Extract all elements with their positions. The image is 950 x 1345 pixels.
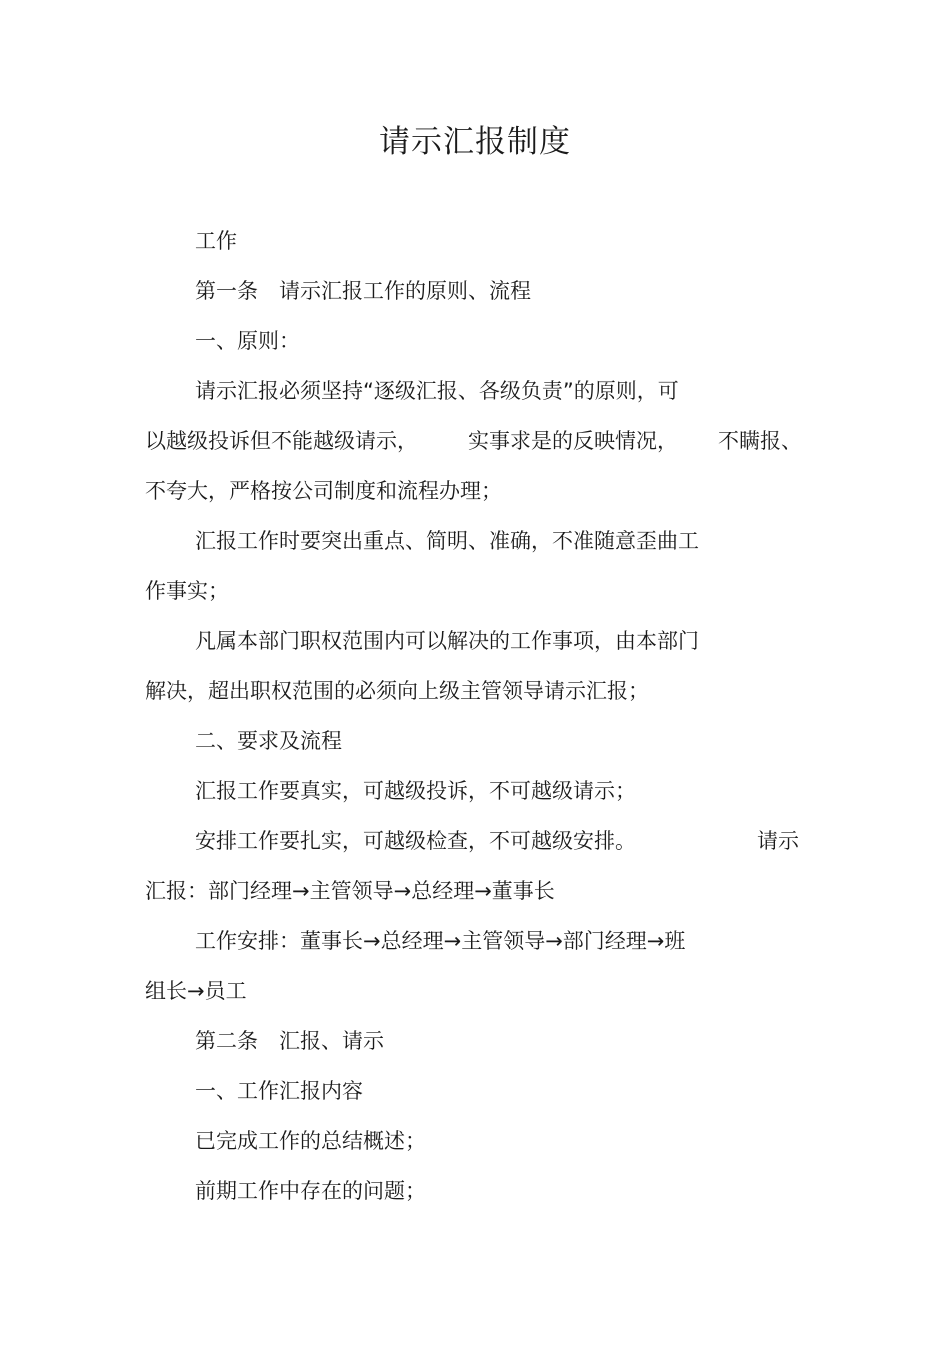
document-title: 请示汇报制度	[379, 124, 571, 160]
paragraph-line: 汇报工作时要突出重点、简明、准确，不准随意歪曲工	[195, 529, 699, 553]
requirements-heading: 二、要求及流程	[195, 729, 342, 753]
principles-heading: 一、原则：	[195, 329, 300, 353]
article-1-heading: 第一条 请示汇报工作的原则、流程	[195, 279, 531, 303]
list-item: 已完成工作的总结概述；	[195, 1129, 426, 1153]
paragraph-line: 以越级投诉但不能越级请示，	[145, 429, 418, 453]
assignment-flow-continuation: 组长→员工	[145, 979, 247, 1003]
report-flow-line: 汇报：部门经理→主管领导→总经理→董事长	[145, 879, 555, 903]
paragraph-line: 作事实；	[145, 579, 229, 603]
paragraph-line: 安排工作要扎实，可越级检查，不可越级安排。	[195, 829, 636, 853]
paragraph-line: 解决，超出职权范围的必须向上级主管领导请示汇报；	[145, 679, 649, 703]
article-2-heading: 第二条 汇报、请示	[195, 1029, 384, 1053]
paragraph-fragment: 请示	[757, 829, 799, 853]
paragraph-line: 请示汇报必须坚持“逐级汇报、各级负责”的原则，可	[195, 379, 679, 403]
paragraph-fragment: 实事求是的反映情况，	[468, 429, 678, 453]
assignment-flow-line: 工作安排：董事长→总经理→主管领导→部门经理→班	[195, 929, 686, 953]
paragraph-line: 不夸大，严格按公司制度和流程办理；	[145, 479, 502, 503]
list-item: 前期工作中存在的问题；	[195, 1179, 426, 1203]
paragraph-line: 凡属本部门职权范围内可以解决的工作事项，由本部门	[195, 629, 699, 653]
section-heading-work: 工作	[195, 229, 237, 253]
report-content-heading: 一、工作汇报内容	[195, 1079, 363, 1103]
paragraph-fragment: 不瞒报、	[718, 429, 802, 453]
paragraph-line: 汇报工作要真实，可越级投诉，不可越级请示；	[195, 779, 636, 803]
